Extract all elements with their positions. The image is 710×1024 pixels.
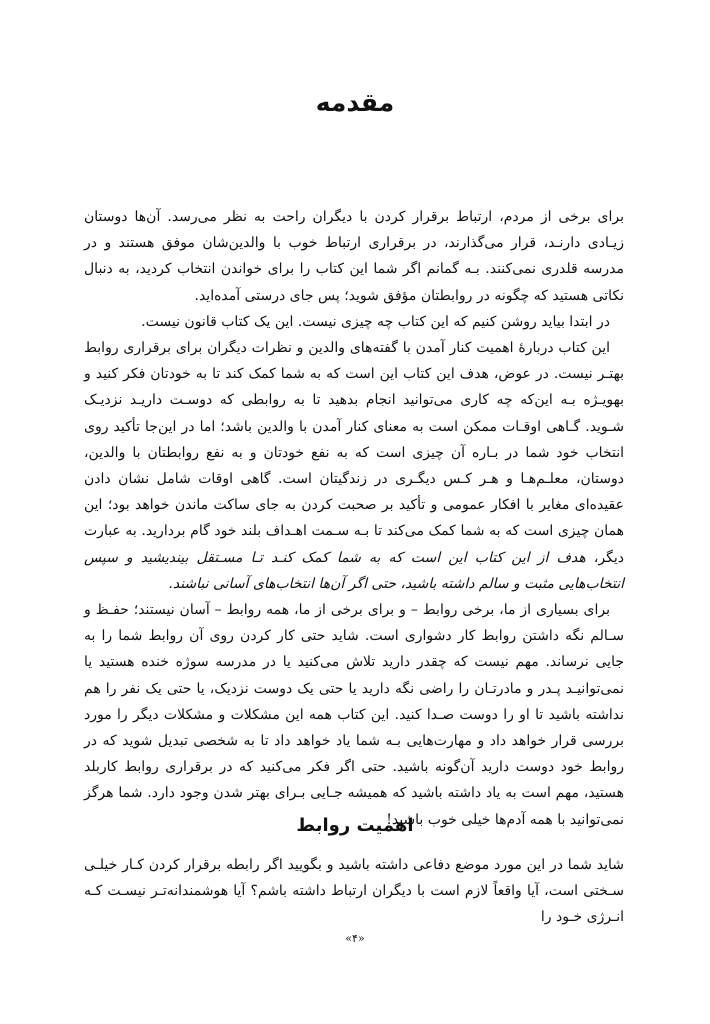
- paragraph-relationships: برای بسیاری از ما، برخی روابط – و برای برخی از ما، همه روابط – آسان نیستند؛ حفـظ و سـالم نگه داشتن روابط کار دشواری است. شاید حتی کار کردن روی آن روابط شما را به جایی نرساند. مهم نیست که چقدر دارید تلاش می‌کنید یا در مدرسه سوژه خنده هستید یا نمی‌توانیـد پـدر و مادرتـان را راضی نگه دارید یا حتی یک دوست نزدیک، یا حتی یک نفر را هم نداشته باشید تا او را دوست صـدا کنید. این کتاب همه این مشکلات و مشکلات دیگر را مورد بررسی قرار خواهد داد و مهارت‌هایی بـه شما یاد خواهد داد تا به شخصی تبدیل شوید که در روابط خود دوست دارید آن‌گونه باشید. حتی اگر فکر می‌کنید که در برقراری روابط کاربلد هستید، مهم است به یاد داشته باشید که همیشه جـایی بـرای بهتر شدن وجود دارد. شما هرگز نمی‌توانید با همه آدم‌ها خیلی خوب باشید!: [84, 602, 624, 828]
- paragraph-section: شاید شما در این مورد موضع دفاعی داشته باشید و بگویید اگر رابطه برقرار کردن کـار خیلـی سـختی است، آیا واقعاً لازم است با دیگران ارتباط داشته باشم؟ آیا هوشمندانه‌تـر نیسـت کـه انـرژی خـود را: [84, 857, 624, 926]
- paragraph-purpose-text: این کتاب دربارهٔ اهمیت کنار آمدن با گفته‌های والدین و نظرات دیگران برای برقراری روابط بهتـر نیست. در عوض، هدف این کتاب این است که به شما کمک کند تا به خودتان فکر کنید و بهویـژه بـه این‌که چه کاری می‌توانید انجام بدهید تا به روابطی که دوسـت داریـد نزدیـک شـوید. گـاهی اوقـات ممکن است به معنای کنار آمدن با والدین باشد؛ اما در این‌جا تأکید روی انتخاب خود شما در بـاره آن چیزی است که به نفع خودتان و به نفع روابطتان با والدین، دوستان، معلـم‌هـا و هـر کـس دیگـری در زندگیتان است. گاهی اوقات شامل نشان دادن عقیده‌ای مغایر با افکار عمومی و تأکید بر صحبت کردن به جای ساکت ماندن خواهد بود؛ این همان چیزی است که به شما کمک می‌کند تا بـه سـمت اهـداف بلند خود گام بردارید. به عبارت دیگر،: [84, 340, 624, 566]
- paragraph-not-rulebook: در ابتدا بیاید روشن کنیم که این کتاب چه چیزی نیست. این یک کتاب قانون نیست.: [141, 313, 610, 330]
- paragraph-purpose-emphasis: هدف از این کتاب این است که به شما کمک کنـد تـا مسـتقل بیندیشید و سپس انتخاب‌هایی مثبت و سالم داشته باشید، حتی اگر آن‌ها انتخاب‌های آسانی نباشند.: [84, 549, 624, 592]
- paragraph-purpose: [84, 335, 624, 597]
- body-text: [84, 204, 624, 833]
- page-title: مقدمه: [315, 88, 395, 117]
- page-number: «۴»: [345, 932, 365, 945]
- paragraph-intro: برای برخی از مردم، ارتباط برقرار کردن با دیگران راحت به نظر می‌رسد. آن‌ها دوستان زیـادی دارنـد، قرار می‌گذارند، در برقراری ارتباط خوب با والدین‌شان موفق هستند و در مدرسه قلدری نمی‌کنند. بـه گمانم اگر شما این کتاب را برای خواندن انتخاب کردید، به دنبال نکاتی هستید که چگونه در روابطتان مؤفق شوید؛ پس جای درستی آمده‌اید.: [84, 209, 624, 304]
- section-heading: اهمیت روابط: [296, 815, 414, 836]
- section-body-text: [84, 852, 624, 931]
